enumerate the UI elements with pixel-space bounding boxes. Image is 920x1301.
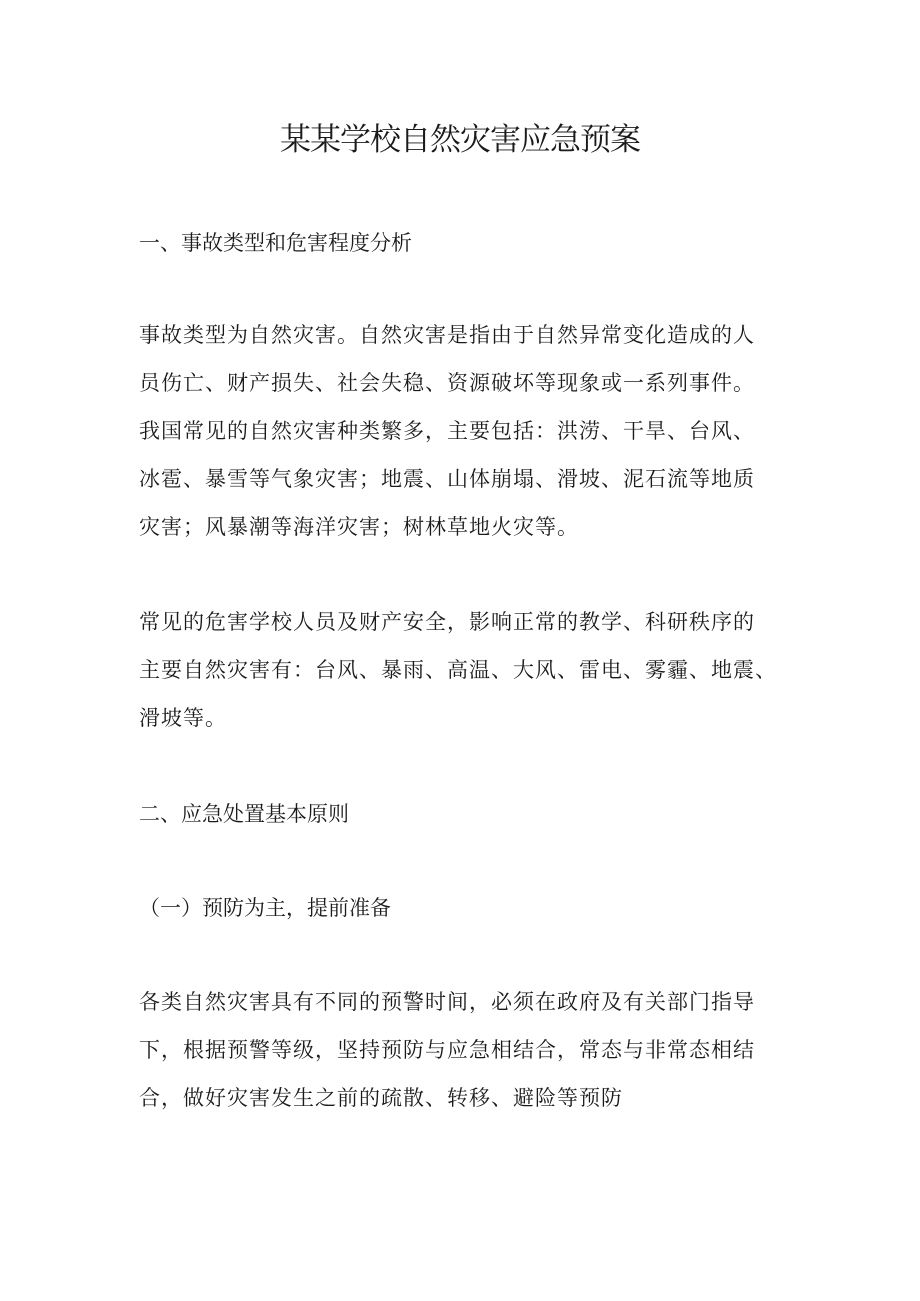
paragraph-line: 常见的危害学校人员及财产安全，影响正常的教学、科研秩序的 (139, 610, 755, 634)
paragraph-line: 灾害；风暴潮等海洋灾害；树林草地火灾等。 (139, 515, 579, 539)
paragraph-prevention (139, 978, 785, 1122)
section-heading-1: 一、事故类型和危害程度分析 (139, 231, 412, 255)
paragraph-line: 滑坡等。 (139, 706, 227, 730)
section-heading-2: 二、应急处置基本原则 (139, 802, 349, 826)
paragraph-line: 合，做好灾害发生之前的疏散、转移、避险等预防 (139, 1086, 623, 1110)
paragraph-line: 冰雹、暴雪等气象灾害；地震、山体崩塌、滑坡、泥石流等地质 (139, 467, 755, 491)
paragraph-line: 各类自然灾害具有不同的预警时间，必须在政府及有关部门指导 (139, 990, 755, 1014)
paragraph-line: 我国常见的自然灾害种类繁多，主要包括：洪涝、干旱、台风、 (139, 419, 755, 443)
paragraph-line: 下，根据预警等级，坚持预防与应急相结合，常态与非常态相结 (139, 1038, 755, 1062)
subsection-heading: （一）预防为主，提前准备 (139, 896, 391, 920)
paragraph-line: 主要自然灾害有：台风、暴雨、高温、大风、雷电、雾霾、地震、 (139, 658, 777, 682)
paragraph-common-hazards (139, 598, 785, 742)
document-title: 某某学校自然灾害应急预案 (280, 122, 640, 158)
paragraph-disaster-definition (139, 311, 785, 551)
paragraph-line: 事故类型为自然灾害。自然灾害是指由于自然异常变化造成的人 (139, 323, 755, 347)
paragraph-line: 员伤亡、财产损失、社会失稳、资源破坏等现象或一系列事件。 (139, 371, 755, 395)
